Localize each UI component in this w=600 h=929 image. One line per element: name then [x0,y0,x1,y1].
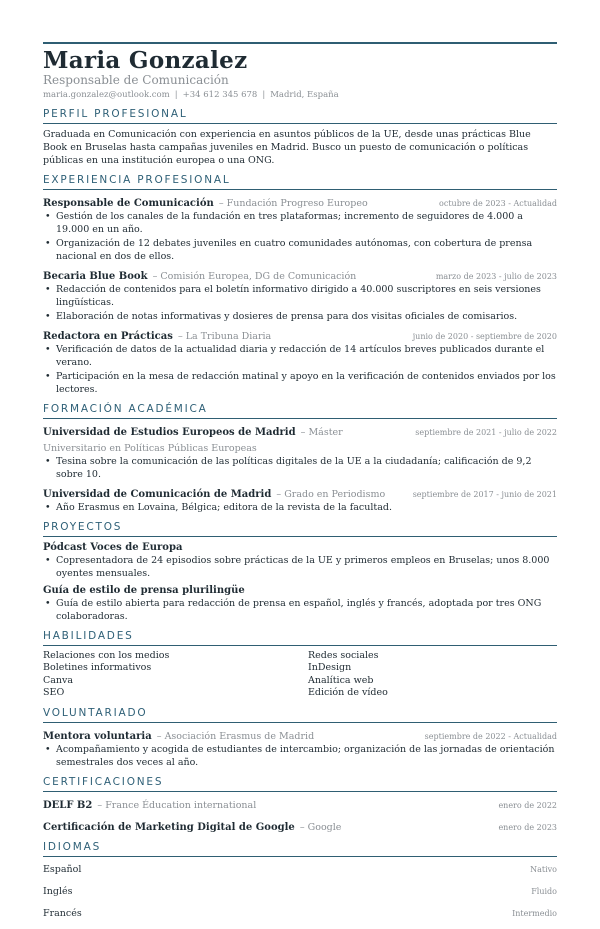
skill-item: Analítica web [308,674,374,686]
bullet-item: • Tesina sobre la comunicación de las políticas digitales de la UE a la ciudadanía; calificación de 9,2 sobre 10. [43,455,557,481]
project-title: Pódcast Voces de Europa [43,541,183,553]
section-divider [43,791,557,792]
certification-date: enero de 2022 [498,800,557,810]
language-row [43,907,557,920]
bullet-item: • Copresentadora de 24 episodios sobre prácticas de la UE y primeros empleos en Bruselas; unos 8.000 oyentes mensuales. [43,554,557,580]
language-level: Nativo [530,864,557,874]
bullet-item: • Acompañamiento y acogida de estudiantes de intercambio; organización de las jornadas de orientación semestrales dos veces al año. [43,743,557,769]
entry-header: Responsable de Comunicación – Fundación Progreso Europeo octubre de 2023 - Actualidad [43,197,557,209]
bullet-item: • Elaboración de notas informativas y dosieres de prensa para dos visitas oficiales de comisarios. [43,310,557,323]
phone-number: +34 612 345 678 [182,89,258,100]
bullet-list [43,343,557,396]
section-experience [43,173,557,396]
entry-organization: La Tribuna Diaria [185,330,272,342]
profile-summary: Graduada en Comunicación con experiencia en asuntos públicos de la UE, desde unas prácticas Blue Book en Bruselas hasta campañas juveniles en Madrid. Busco un puesto de comunicación o políticas públicas en una institución europea o una ONG. [43,128,531,166]
certification-entry [43,796,557,812]
entry-title: Responsable de Comunicación [43,197,214,209]
bullet-list [43,210,557,263]
entry-header: Becaria Blue Book – Comisión Europea, DG de Comunicación marzo de 2023 - julio de 2023 [43,270,557,282]
section-title: IDIOMAS [43,840,102,853]
entry-header: Universidad de Estudios Europeos de Madrid – Máster Universitario en Políticas Públicas Europeas septiembre de 2021 - julio de 2022 [43,426,557,454]
bullet-item: • Verificación de datos de la actualidad diaria y redacción de 14 artículos breves publicados durante el verano. [43,343,557,369]
entry-title: Redactora en Prácticas [43,330,173,342]
section-divider [43,123,557,124]
section-languages [43,840,557,920]
project-entry [43,584,557,623]
language-name: Francés [43,907,82,919]
email-link[interactable]: maria.gonzalez@outlook.com [43,89,170,100]
skill-item: Relaciones con los medios [43,649,170,661]
entry-header: Redactora en Prácticas – La Tribuna Diaria junio de 2020 - septiembre de 2020 [43,330,557,342]
skill-item: Boletines informativos [43,662,152,673]
volunteering-entry [43,727,557,769]
skill-item: Edición de vídeo [308,687,388,698]
bullet-item: • Redacción de contenidos para el boletín informativo dirigido a 40.000 suscriptores en seis versiones lingüísticas. [43,283,557,309]
bullet-list [43,554,557,580]
experience-entry [43,267,557,323]
section-divider [43,189,557,190]
section-education [43,402,557,514]
bullet-item: • Guía de estilo abierta para redacción de prensa en español, inglés y francés, adoptada por tres ONG colaboradoras. [43,597,557,623]
skill-item: SEO [43,687,65,698]
section-certifications [43,775,557,834]
bullet-list [43,743,557,769]
candidate-name: Maria Gonzalez [43,46,248,74]
entry-title: Mentora voluntaria [43,730,152,742]
language-name: Inglés [43,885,73,897]
language-level: Fluido [531,886,557,896]
section-title: EXPERIENCIA PROFESIONAL [43,173,231,186]
skills-grid [43,650,557,700]
section-divider [43,856,557,857]
entry-organization: Comisión Europea, DG de Comunicación [160,270,357,282]
entry-header: Certificación de Marketing Digital de Google – Google enero de 2023 [43,821,557,833]
section-title: CERTIFICACIONES [43,775,164,788]
section-divider [43,536,557,537]
section-projects [43,520,557,623]
bullet-item: • Participación en la mesa de redacción matinal y apoyo en la verificación de contenidos enviados por los lectores. [43,370,557,396]
bullet-item: • Organización de 12 debates juveniles en cuatro comunidades autónomas, con cobertura de prensa nacional en dos de ellos. [43,237,557,263]
entry-title: Universidad de Comunicación de Madrid [43,488,272,500]
education-entry [43,423,557,481]
section-title: PROYECTOS [43,520,123,533]
entry-header: Universidad de Comunicación de Madrid – Grado en Periodismo septiembre de 2017 - junio de 2021 [43,488,557,500]
section-title: VOLUNTARIADO [43,706,148,719]
entry-degree: Grado en Periodismo [284,488,386,500]
experience-entry [43,327,557,396]
bullet-list [43,597,557,623]
language-level: Intermedio [512,908,557,918]
entry-dates: septiembre de 2021 - julio de 2022 [415,427,557,437]
top-divider [43,42,557,44]
resume-page [43,42,557,929]
location: Madrid, España [270,89,339,100]
entry-dates: junio de 2020 - septiembre de 2020 [412,331,557,341]
entry-organization: Asociación Erasmus de Madrid [164,730,315,742]
certification-entry [43,818,557,834]
contact-separator: | [262,89,266,100]
section-profile [43,107,557,167]
certification-issuer: France Éducation international [105,799,257,811]
project-title: Guía de estilo de prensa plurilingüe [43,584,245,596]
entry-title: Universidad de Estudios Europeos de Madrid [43,426,296,438]
entry-dates: septiembre de 2017 - junio de 2021 [412,489,557,499]
contact-separator: | [174,89,178,100]
entry-dates: marzo de 2023 - julio de 2023 [435,271,557,281]
bullet-list [43,455,557,481]
skill-item: Redes sociales [308,649,379,661]
language-row [43,863,557,876]
bullet-list [43,501,557,514]
contact-line [43,89,557,101]
section-title: FORMACIÓN ACADÉMICA [43,402,208,415]
entry-organization: Fundación Progreso Europeo [226,197,368,209]
skill-item: Canva [43,674,74,686]
language-row [43,885,557,898]
entry-title: Becaria Blue Book [43,270,148,282]
entry-header: Mentora voluntaria – Asociación Erasmus de Madrid septiembre de 2022 - Actualidad [43,730,557,742]
certification-name: DELF B2 [43,799,93,811]
section-title: PERFIL PROFESIONAL [43,107,188,120]
experience-entry [43,194,557,263]
section-skills [43,629,557,700]
bullet-item: • Gestión de los canales de la fundación en tres plataformas; incremento de seguidores de 4.000 a 19.000 en un año. [43,210,557,236]
bullet-item: • Año Erasmus en Lovaina, Bélgica; editora de la revista de la facultad. [43,501,557,514]
entry-dates: septiembre de 2022 - Actualidad [424,731,557,741]
skill-item: InDesign [308,662,352,673]
certification-name: Certificación de Marketing Digital de Google [43,821,295,833]
section-divider [43,645,557,646]
section-title: HABILIDADES [43,629,134,642]
education-entry [43,485,557,514]
project-entry [43,541,557,580]
language-name: Español [43,863,82,875]
section-volunteering [43,706,557,769]
candidate-role: Responsable de Comunicación [43,72,229,87]
entry-degree: Máster Universitario en Políticas Públicas Europeas [43,426,343,454]
certification-date: enero de 2023 [498,822,557,832]
entry-header: DELF B2 – France Éducation international enero de 2022 [43,799,557,811]
bullet-list [43,283,557,323]
entry-dates: octubre de 2023 - Actualidad [439,198,557,208]
section-divider [43,722,557,723]
certification-issuer: Google [307,821,342,833]
section-divider [43,418,557,419]
